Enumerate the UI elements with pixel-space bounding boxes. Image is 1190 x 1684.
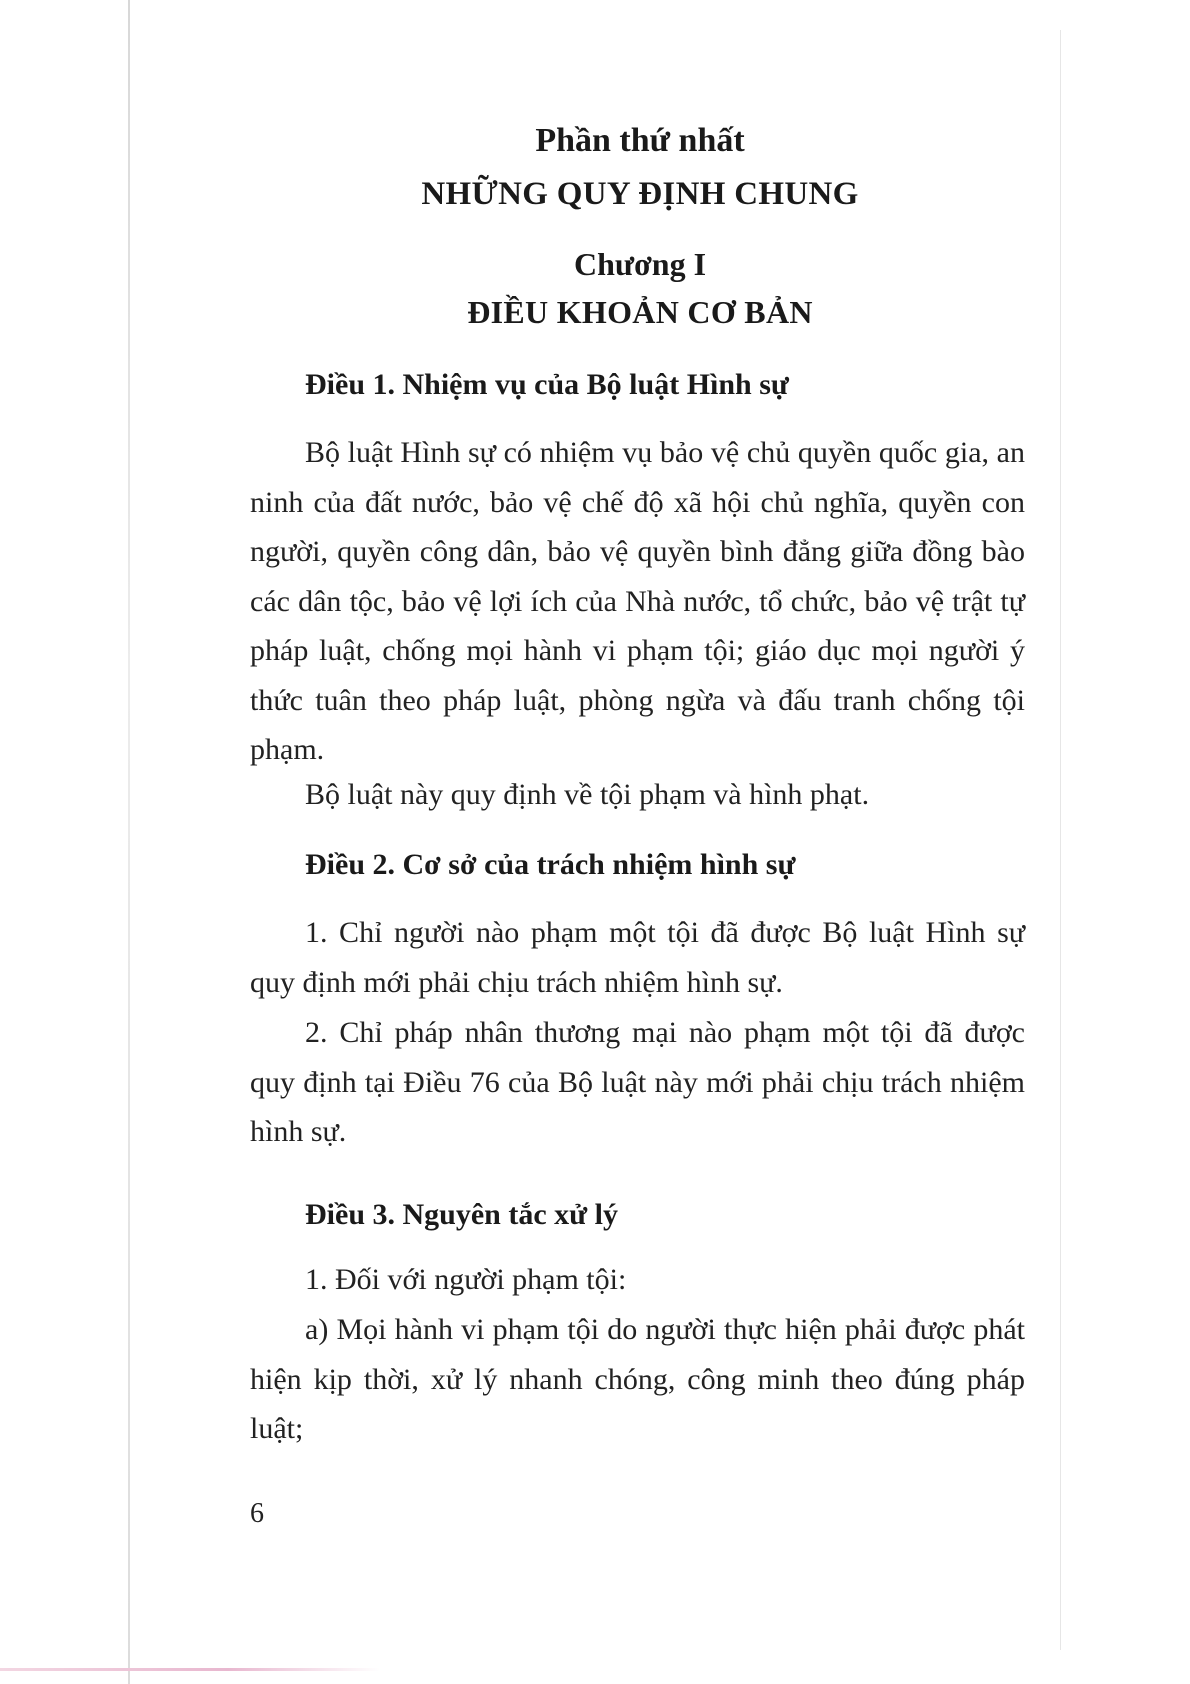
chapter-title: Chương I bbox=[573, 246, 707, 282]
article-3-heading: Điều 3. Nguyên tắc xử lý bbox=[305, 1198, 618, 1231]
article-1-paragraph-1: Bộ luật Hình sự có nhiệm vụ bảo vệ chủ quyền quốc gia, an ninh của đất nước, bảo vệ chế độ xã hội chủ nghĩa, quyền con người, quyền công dân, bảo vệ quyền bình đẳng giữa đồng bào các dân tộc, bảo vệ lợi ích của Nhà nước, tổ chức, bảo vệ trật tự pháp luật, chống mọi hành vi phạm tội; giáo dục mọi người ý thức tuân theo pháp luật, phòng ngừa và đấu tranh chống tội phạm. bbox=[250, 436, 1025, 766]
article-1-paragraph-2: Bộ luật này quy định về tội phạm và hình phạt. bbox=[305, 778, 870, 811]
part-title: Phần thứ nhất bbox=[535, 122, 745, 159]
part-name: NHỮNG QUY ĐỊNH CHUNG bbox=[421, 176, 859, 212]
article-2-paragraph-2: 2. Chỉ pháp nhân thương mại nào phạm một tội đã được quy định tại Điều 76 của Bộ luật này mới phải chịu trách nhiệm hình sự. bbox=[250, 1016, 1025, 1148]
article-1-heading: Điều 1. Nhiệm vụ của Bộ luật Hình sự bbox=[305, 368, 789, 401]
page-number: 6 bbox=[250, 1498, 264, 1529]
article-2-heading: Điều 2. Cơ sở của trách nhiệm hình sự bbox=[305, 848, 796, 881]
chapter-name: ĐIỀU KHOẢN CƠ BẢN bbox=[467, 294, 813, 330]
article-3-paragraph-1: 1. Đối với người phạm tội: bbox=[305, 1263, 627, 1296]
article-3-paragraph-2: a) Mọi hành vi phạm tội do người thực hiện phải được phát hiện kịp thời, xử lý nhanh chóng, công minh theo đúng pháp luật; bbox=[250, 1313, 1025, 1445]
article-2-paragraph-1: 1. Chỉ người nào phạm một tội đã được Bộ luật Hình sự quy định mới phải chịu trách nhiệm hình sự. bbox=[250, 916, 1025, 999]
